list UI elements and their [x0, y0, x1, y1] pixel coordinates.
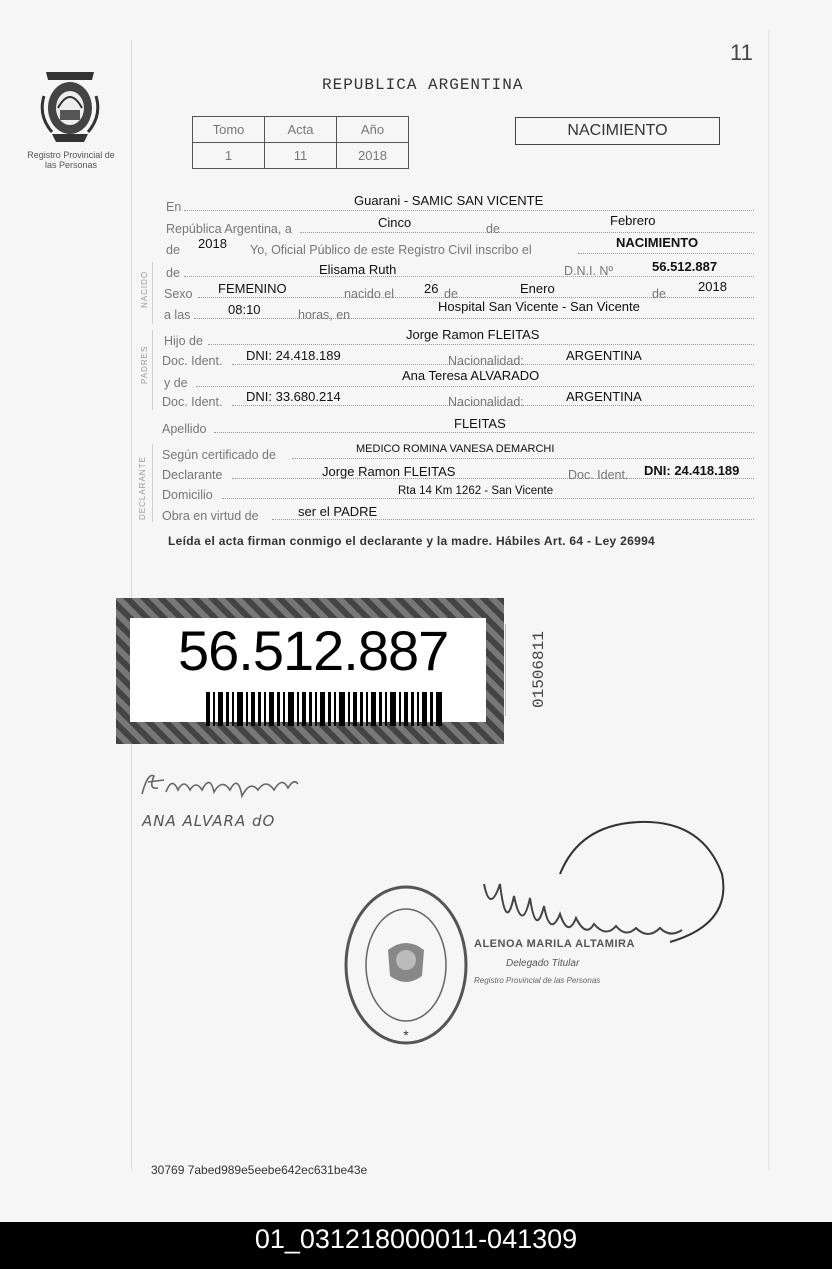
sticker-side-code	[505, 624, 548, 716]
section-divider	[152, 262, 153, 324]
dotted-line	[184, 276, 754, 277]
label-republica: República Argentina, a	[166, 222, 292, 236]
value-address: Rta 14 Km 1262 - San Vicente	[398, 485, 554, 497]
page-number: 11	[730, 40, 753, 65]
label-doc-ident: Doc. Ident.	[568, 468, 629, 482]
dotted-line	[272, 519, 754, 520]
value-mother-dni: DNI: 33.680.214	[246, 389, 341, 404]
dotted-line	[196, 386, 754, 387]
label-de: de	[444, 287, 458, 301]
registry-header-anio: Año	[337, 117, 409, 143]
side-label-padres: PADRES	[140, 345, 149, 384]
section-divider	[152, 444, 153, 522]
document-title: REPUBLICA ARGENTINA	[322, 76, 524, 94]
page-edge-line	[768, 30, 769, 1170]
scan-file-id-footer: 01_031218000011-041309	[0, 1222, 832, 1269]
value-father-dni: DNI: 24.418.189	[246, 348, 341, 363]
value-mother-name: Ana Teresa ALVARADO	[402, 368, 540, 383]
provincial-coat-of-arms-logo	[38, 66, 102, 144]
side-label-declarante: DECLARANTE	[138, 456, 147, 520]
label-doc-ident: Doc. Ident.	[162, 395, 223, 409]
registry-table	[192, 116, 409, 169]
label-nacido-el: nacido el	[344, 287, 395, 301]
value-birth-day: 26	[424, 281, 439, 296]
value-year: 2018	[198, 236, 227, 251]
barcode	[206, 692, 442, 726]
dotted-line	[214, 432, 754, 433]
label-de: de	[486, 222, 500, 236]
value-capacity: ser el PADRE	[298, 504, 378, 519]
id-number-sticker	[116, 598, 504, 744]
value-birth-month: Enero	[520, 281, 555, 296]
registry-value-acta: 11	[265, 143, 337, 169]
dotted-line	[292, 458, 754, 459]
registry-value-anio: 2018	[337, 143, 409, 169]
label-horas-en: horas, en	[298, 308, 351, 322]
dotted-line	[300, 232, 754, 233]
registry-value-tomo: 1	[193, 143, 265, 169]
official-signature	[470, 814, 732, 954]
value-day-words: Cinco	[378, 215, 412, 230]
value-declarant-dni: DNI: 24.418.189	[644, 463, 740, 478]
dotted-line	[208, 344, 754, 345]
value-sex: FEMENINO	[218, 281, 287, 296]
label-sexo: Sexo	[164, 287, 193, 301]
dotted-line	[232, 478, 754, 479]
label-y-de: y de	[164, 376, 188, 390]
father-handwritten-signature	[138, 766, 302, 806]
dotted-line	[194, 318, 754, 319]
section-divider	[152, 330, 153, 410]
label-hijo-de: Hijo de	[164, 334, 203, 348]
value-certificate: MEDICO ROMINA VANESA DEMARCHI	[356, 443, 555, 455]
value-father-name: Jorge Ramon FLEITAS	[406, 327, 540, 342]
official-organization: Registro Provincial de las Personas	[474, 976, 601, 985]
dotted-line	[578, 253, 754, 254]
value-child-name: Elisama Ruth	[319, 262, 397, 277]
value-birth-time: 08:10	[228, 302, 261, 317]
label-apellido: Apellido	[162, 422, 207, 436]
value-child-dni: 56.512.887	[652, 259, 718, 274]
logo-caption: Registro Provincial de las Personas	[27, 150, 115, 170]
label-de: de	[166, 243, 180, 257]
label-doc-ident: Doc. Ident.	[162, 354, 223, 368]
value-month: Febrero	[610, 213, 656, 228]
dotted-line	[198, 297, 754, 298]
dotted-line	[184, 210, 754, 211]
side-label-nacido: NACIDO	[140, 270, 149, 308]
official-role: Delegado Titular	[506, 958, 580, 969]
sticker-number: 56.512.887	[178, 619, 449, 682]
value-mother-nationality: ARGENTINA	[566, 389, 642, 404]
label-en: En	[166, 200, 182, 214]
svg-text:*: *	[403, 1027, 409, 1043]
record-type-box: NACIMIENTO	[515, 117, 720, 145]
official-name: ALENOA MARILA ALTAMIRA	[474, 938, 635, 950]
value-father-nationality: ARGENTINA	[566, 348, 642, 363]
label-nacionalidad: Nacionalidad:	[448, 395, 524, 409]
label-domicilio: Domicilio	[162, 488, 213, 502]
dotted-line	[222, 498, 754, 499]
registry-header-tomo: Tomo	[193, 117, 265, 143]
label-declarante: Declarante	[162, 468, 223, 482]
label-obra: Obra en virtud de	[162, 509, 259, 523]
value-declarant: Jorge Ramon FLEITAS	[322, 464, 456, 479]
closing-statement: Leída el acta firman conmigo el declarante y la madre. Hábiles Art. 64 - Ley 26994	[168, 534, 656, 548]
value-surname: FLEITAS	[454, 416, 506, 431]
label-de: de	[166, 266, 180, 280]
official-seal-stamp	[340, 880, 472, 1050]
label-de: de	[652, 287, 666, 301]
label-a-las: a las	[164, 308, 191, 322]
sticker-label	[130, 618, 486, 722]
value-place: Guarani - SAMIC SAN VICENTE	[354, 193, 544, 208]
value-birth-place: Hospital San Vicente - San Vicente	[438, 299, 640, 314]
label-nacionalidad: Nacionalidad:	[448, 354, 524, 368]
sticker-side-code-text: 01506811	[530, 631, 548, 708]
value-birth-year: 2018	[698, 279, 727, 294]
label-oficial-text: Yo, Oficial Público de este Registro Civil inscribo el	[250, 243, 532, 257]
label-certificado: Según certificado de	[162, 448, 276, 462]
registry-header-acta: Acta	[265, 117, 337, 143]
label-dni: D.N.I. Nº	[564, 264, 614, 278]
value-act: NACIMIENTO	[616, 235, 699, 250]
document-hash: 30769 7abed989e5eebe642ec631be43e	[151, 1163, 368, 1177]
mother-handwritten-name: ANA ALVARA dO	[142, 812, 276, 830]
